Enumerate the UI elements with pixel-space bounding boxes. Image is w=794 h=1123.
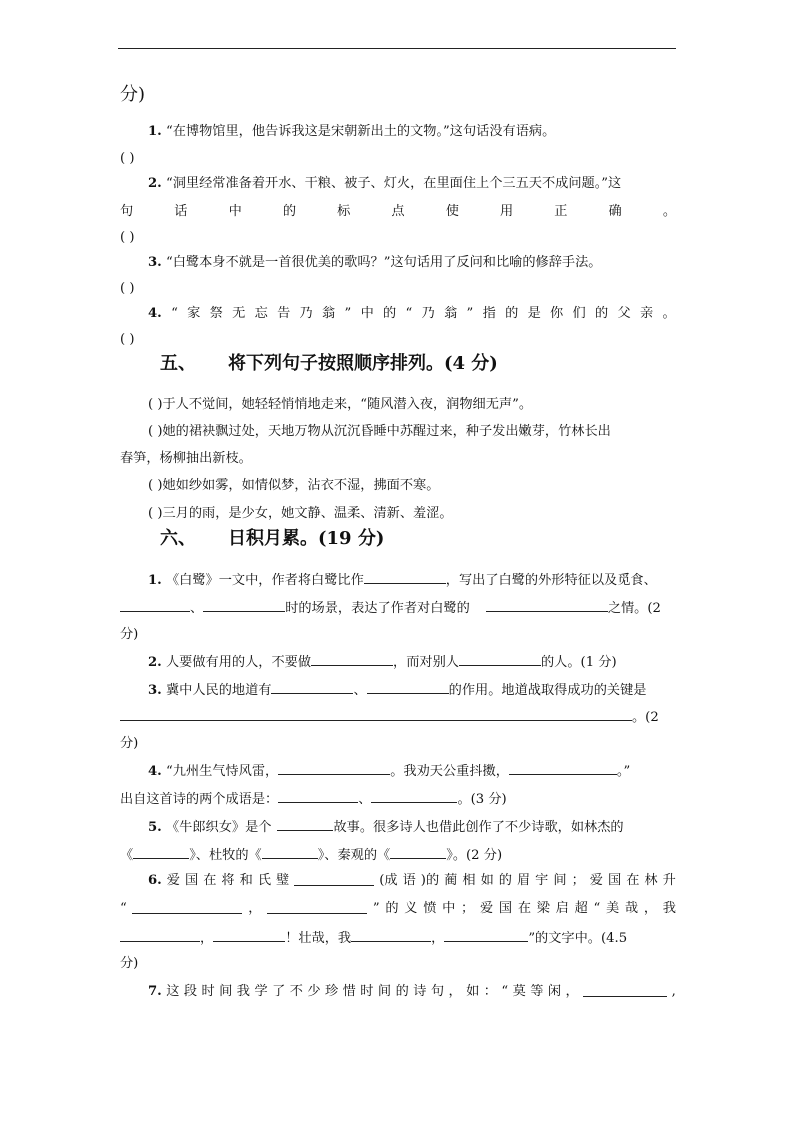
section-number: 五、 [160, 353, 196, 374]
answer-blank[interactable] [311, 653, 393, 666]
char: 了 [272, 984, 286, 999]
char: 惜 [342, 984, 356, 999]
q-text: “在博物馆里，他告诉我这是宋朝新出土的文物。”这句话没有语病。 [165, 124, 556, 139]
order-paren[interactable]: ( ) [148, 424, 163, 439]
s4-q3-answer-paren[interactable]: ( ) [120, 281, 135, 296]
char: 时 [360, 984, 374, 999]
order-paren[interactable]: ( ) [148, 506, 163, 521]
char: 父 [617, 306, 631, 321]
q-text: 》、秦观的《 [317, 848, 391, 863]
answer-blank[interactable] [444, 929, 528, 942]
s4-q4-answer-paren[interactable]: ( ) [120, 332, 135, 347]
char: ； [571, 873, 585, 888]
q-text: 、 [358, 792, 372, 807]
q-text: 的作用。地道战取得成功的关键是 [448, 683, 647, 698]
char: ” [372, 901, 380, 916]
s6-q5-line2 [120, 846, 676, 864]
char: 使 [445, 204, 459, 219]
char: ” [344, 306, 352, 321]
char: ， [643, 901, 658, 916]
answer-blank[interactable] [294, 873, 374, 886]
char: “ [405, 306, 413, 321]
char: 国 [498, 901, 513, 916]
s5-item-4 [148, 506, 676, 522]
char: 句 [430, 984, 445, 999]
char: 愤 [423, 901, 437, 916]
q-text: 》。(2 分) [446, 848, 503, 863]
q-text: ， [431, 931, 445, 946]
char: 在 [626, 873, 640, 888]
top-rule [118, 48, 676, 49]
q-number: 3. [148, 255, 162, 270]
q-text: “洞里经常准备着开水、干粮、被子、灯火，在里面住上个三五天不成问题。”这 [165, 176, 622, 191]
q-text: “白鹭本身不就是一首很优美的歌吗？”这句话用了反问和比喻的修辞手法。 [165, 255, 602, 270]
answer-blank[interactable] [262, 846, 318, 859]
q-text: ！壮哉，我 [285, 931, 352, 946]
char: 是 [527, 306, 541, 321]
s5-item-2 [148, 424, 676, 440]
char: ， [565, 984, 579, 999]
answer-blank[interactable] [203, 599, 285, 612]
char: 相 [462, 873, 476, 888]
char: 祭 [209, 306, 223, 321]
char: 语 [402, 873, 416, 888]
answer-blank[interactable] [277, 818, 333, 831]
char: 翁 [322, 306, 336, 321]
char: 段 [183, 984, 198, 999]
item-text: 于人不觉间，她轻轻悄悄地走来，“随风潜入夜，润物细无声”。 [162, 397, 533, 412]
s6-q6-line2 [120, 901, 676, 917]
s6-q1 [148, 571, 676, 589]
q-number: 1. [148, 573, 162, 588]
char: 们 [572, 306, 586, 321]
char: 时 [201, 984, 215, 999]
char: 莫 [512, 984, 526, 999]
s6-q3-line2 [120, 708, 676, 726]
char: 爱 [589, 873, 603, 888]
q-number: 6. [148, 873, 162, 888]
char: 不 [289, 984, 303, 999]
q-text: 》、杜牧的《 [189, 848, 262, 863]
q-text: 。” [616, 764, 631, 779]
item-text: 她如纱如雾，如情似梦，沾衣不湿，拂面不寒。 [162, 478, 440, 493]
char: 哉 [624, 901, 639, 916]
answer-blank[interactable] [120, 599, 190, 612]
s4-q2-continuation [120, 204, 676, 220]
char: 启 [555, 901, 569, 916]
char: 闲 [547, 984, 562, 999]
char: 璧 [276, 873, 290, 888]
answer-blank[interactable] [459, 653, 541, 666]
answer-blank[interactable] [583, 984, 667, 997]
q-number: 3. [148, 683, 162, 698]
char: 家 [187, 306, 201, 321]
char: 无 [232, 306, 246, 321]
char: 间 [377, 984, 392, 999]
char: )的 [420, 873, 440, 888]
section-title: 将下列句子按照顺序排列。(4 分) [228, 353, 498, 374]
char: 你 [550, 306, 564, 321]
q-text: 《 [120, 848, 134, 863]
q-number: 1. [148, 124, 162, 139]
q-text: 。(3 分) [457, 792, 507, 807]
answer-blank[interactable] [120, 708, 632, 721]
char: 的 [395, 984, 409, 999]
s6-q7 [148, 984, 676, 1000]
answer-blank[interactable] [132, 901, 242, 914]
char: 乃 [421, 306, 435, 321]
char: 的 [505, 306, 519, 321]
s4-q3 [148, 255, 676, 271]
char: 升 [662, 873, 676, 888]
s6-q4 [148, 762, 676, 780]
answer-blank[interactable] [371, 790, 457, 803]
q-text: 时的场景，表达了作者对白鹭的 [285, 601, 470, 616]
s6-q6-line3 [120, 929, 676, 947]
char: 梁 [536, 901, 550, 916]
s5-item-1 [148, 397, 676, 413]
answer-blank[interactable] [486, 599, 608, 612]
s5-item-3 [148, 478, 676, 494]
char: 珍 [325, 984, 339, 999]
char: 在 [517, 901, 531, 916]
char: 用 [499, 204, 514, 219]
char: , [671, 984, 676, 999]
s4-q2-answer-paren[interactable]: ( ) [120, 230, 135, 245]
char: 的 [595, 306, 609, 321]
char: 亲 [639, 306, 654, 321]
q-text: ，写出了白鹭的外形特征以及觅食、 [445, 573, 657, 588]
q-number: 7. [148, 984, 162, 999]
char: 和 [239, 873, 253, 888]
s4-q1-answer-paren[interactable]: ( ) [120, 151, 135, 166]
answer-blank[interactable] [367, 681, 449, 694]
q-text: 。(2 [632, 710, 659, 725]
q-text: 《白鹭》一文中，作者将白鹭比作 [165, 573, 364, 588]
s6-q3 [148, 681, 676, 699]
char: 中 [442, 901, 456, 916]
char: ， [448, 984, 462, 999]
char: 的 [498, 873, 512, 888]
char: 蔺 [444, 873, 458, 888]
char: 少 [307, 984, 321, 999]
char: 国 [185, 873, 199, 888]
s4-q1 [148, 124, 676, 140]
s6-q3-line3: 分) [120, 736, 139, 751]
q-text: 冀中人民的地道有 [165, 683, 272, 698]
q-number: 4. [148, 306, 162, 321]
q-text: 之情。(2 [607, 601, 661, 616]
s6-q4-line2 [120, 790, 676, 808]
char: 间 [219, 984, 233, 999]
char: (成 [379, 873, 398, 888]
char: ” [466, 306, 474, 321]
char: 标 [337, 204, 351, 219]
q-text: 、 [190, 601, 204, 616]
char: 句 [120, 204, 134, 219]
answer-blank[interactable] [278, 762, 390, 775]
answer-blank[interactable] [390, 846, 446, 859]
char: 我 [236, 984, 250, 999]
answer-blank[interactable] [364, 571, 446, 584]
char: 宇 [535, 873, 549, 888]
answer-blank[interactable] [213, 929, 285, 942]
char: 正 [554, 204, 568, 219]
answer-blank[interactable] [351, 929, 431, 942]
char: 在 [203, 873, 217, 888]
char: 义 [404, 901, 418, 916]
char: 的 [282, 204, 297, 219]
char: 忘 [254, 306, 268, 321]
section-title: 日积月累。(19 分) [228, 528, 385, 549]
char: 乃 [299, 306, 313, 321]
char: “ [120, 901, 127, 916]
char: 如 [480, 873, 494, 888]
q-text: ， [200, 931, 214, 946]
char: 等 [530, 984, 544, 999]
s6-q1-line3: 分) [120, 627, 139, 642]
q-number: 4. [148, 764, 162, 779]
char: 国 [607, 873, 622, 888]
char: 的 [385, 901, 399, 916]
char: 爱 [166, 873, 180, 888]
q-text: 的人。(1 分) [540, 655, 617, 670]
continued-score-fragment: 分) [120, 84, 146, 105]
s4-q2 [148, 176, 676, 192]
q-number: 5. [148, 820, 162, 835]
char: 。 [662, 306, 676, 321]
char: 爱 [479, 901, 494, 916]
answer-blank[interactable] [133, 846, 189, 859]
q-number: 2. [148, 176, 162, 191]
char: 。 [662, 204, 676, 219]
char: 将 [221, 873, 235, 888]
char: 确 [608, 204, 622, 219]
char: ， [248, 901, 262, 916]
char: 的 [383, 306, 397, 321]
char: “ [171, 306, 178, 321]
char: 如 [466, 984, 480, 999]
char: “ [593, 901, 601, 916]
char: 美 [605, 901, 620, 916]
section-6-heading [160, 528, 716, 550]
q-text: 故事。很多诗人也借此创作了不少诗歌，如林杰的 [333, 820, 624, 835]
q-text: 《牛郎织女》是个 [165, 820, 272, 835]
q-text: 、 [353, 683, 367, 698]
q-text: ”的文字中。(4.5 [528, 931, 628, 946]
order-paren[interactable]: ( ) [148, 478, 163, 493]
answer-blank[interactable] [267, 901, 367, 914]
char: 翁 [444, 306, 458, 321]
s6-q1-line2 [120, 599, 676, 617]
char: 话 [174, 204, 188, 219]
char: ： [483, 984, 497, 999]
s4-q4 [148, 306, 676, 322]
s6-q6 [148, 873, 676, 889]
s6-q2 [148, 653, 676, 671]
order-paren[interactable]: ( ) [148, 397, 163, 412]
q-text: “九州生气恃风雷， [165, 764, 279, 779]
q-text: ，而对别人 [393, 655, 459, 670]
answer-blank[interactable] [509, 762, 617, 775]
char: 我 [662, 901, 676, 916]
char: 点 [391, 204, 405, 219]
s6-q5 [148, 818, 676, 836]
char: 间 [553, 873, 567, 888]
section-5-heading [160, 353, 716, 375]
answer-blank[interactable] [278, 790, 358, 803]
answer-blank[interactable] [120, 929, 200, 942]
s6-q6-line4: 分) [120, 956, 139, 971]
char: 这 [166, 984, 180, 999]
q-text: 。我劝天公重抖擞， [390, 764, 509, 779]
q-text: 出自这首诗的两个成语是： [120, 792, 279, 807]
char: 眉 [516, 873, 531, 888]
answer-blank[interactable] [271, 681, 353, 694]
char: 告 [277, 306, 291, 321]
char: 中 [360, 306, 374, 321]
q-text: 人要做有用的人，不要做 [165, 655, 312, 670]
char: 指 [482, 306, 496, 321]
char: 氏 [257, 873, 271, 888]
char: “ [501, 984, 509, 999]
char: ； [461, 901, 475, 916]
q-number: 2. [148, 655, 162, 670]
item-text: 三月的雨，是少女，她文静、温柔、清新、羞涩。 [162, 506, 453, 521]
char: 中 [228, 204, 242, 219]
char: 超 [574, 901, 588, 916]
section-number: 六、 [160, 528, 196, 549]
char: 诗 [413, 984, 427, 999]
s5-item-2-continuation: 春笋，杨柳抽出新枝。 [120, 451, 252, 466]
char: 林 [644, 873, 658, 888]
char: 学 [254, 984, 268, 999]
item-text: 她的裙袂飘过处，天地万物从沉沉昏睡中苏醒过来，种子发出嫩芽，竹林长出 [162, 424, 611, 439]
